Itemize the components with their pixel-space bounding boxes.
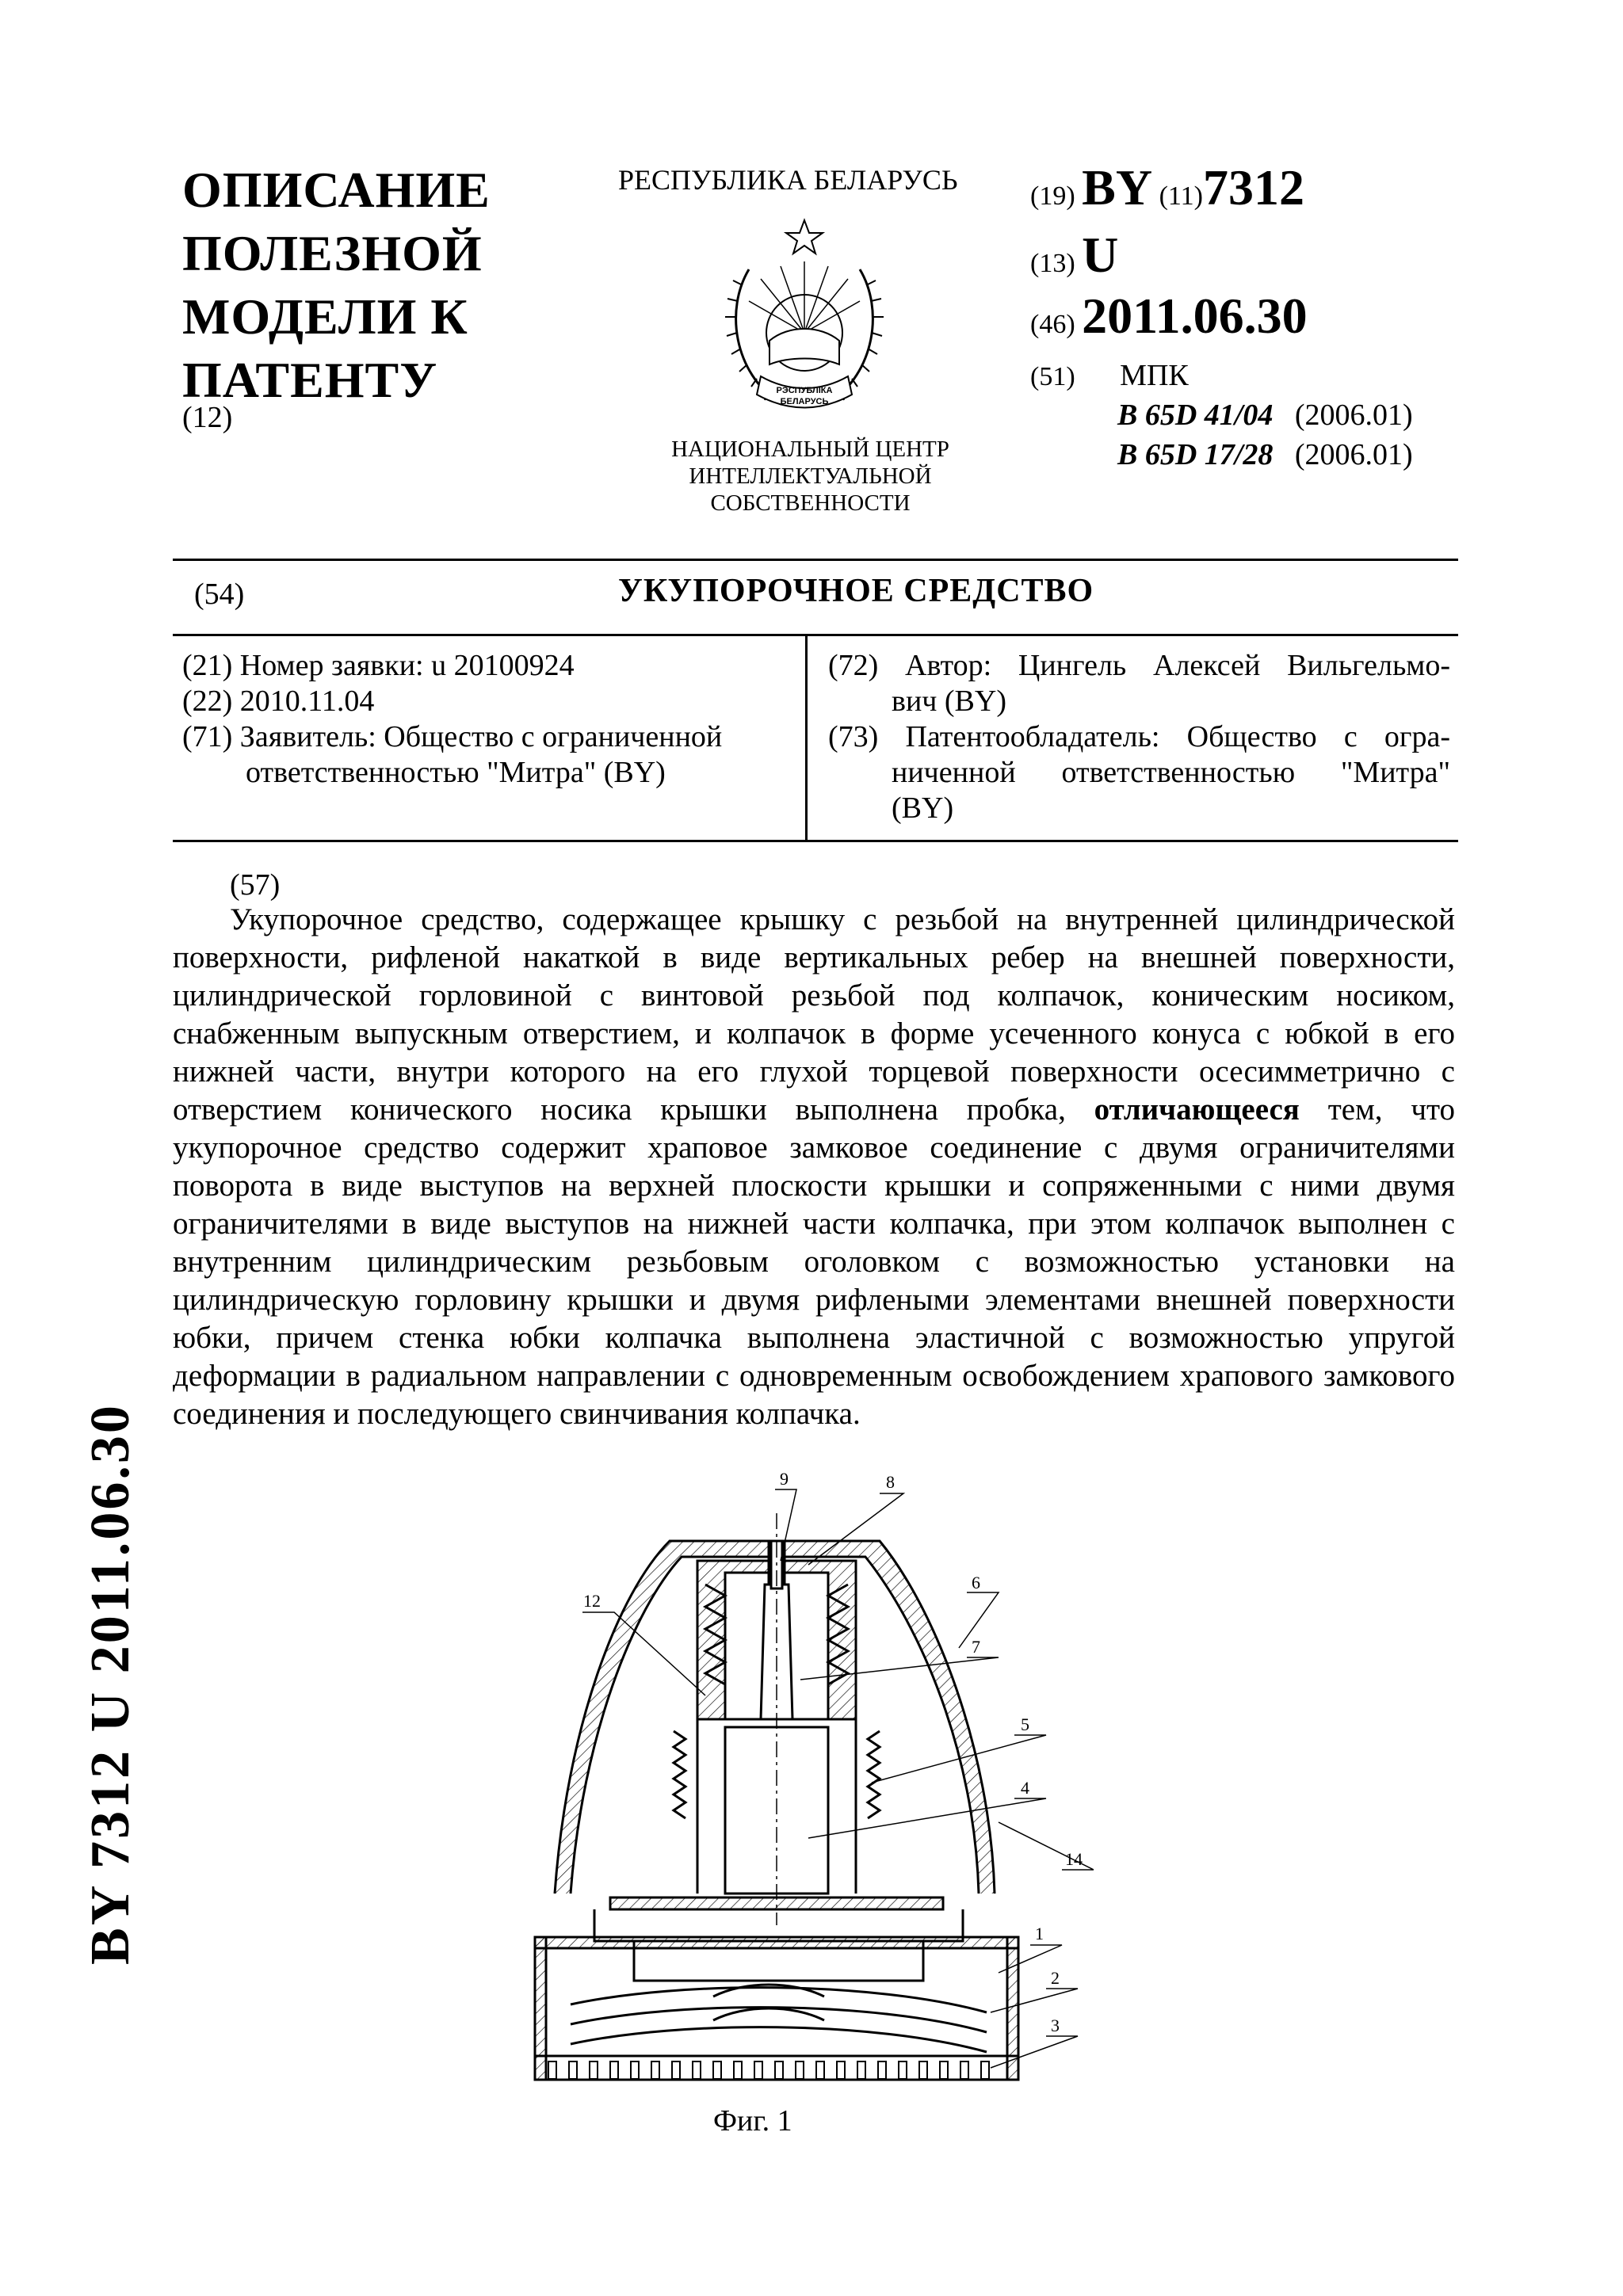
author-fields xyxy=(828,648,1450,826)
ipc-code: B 65D 17/28 xyxy=(1117,438,1274,471)
label-2: 2 xyxy=(1051,1968,1060,1988)
ipc-class xyxy=(1117,398,1413,433)
code-51: (51) xyxy=(1030,362,1075,391)
title-line: ОПИСАНИЕ xyxy=(182,162,491,218)
claim-text-part: тем, что укупорочное средство содержит храповое замковое соединение с двумя ограничителями поворота в виде выступов на верхней плоскости крышки и сопряженными с ними двумя ограничителями в виде выступов на нижней части колпачка, при этом колпачок выполнен с внутренним цилиндрическим резьбовым оголовком с возможностью установки на цилиндрическую горловину крышки и двумя рифлеными элементами внешней поверхности юбки, причем стенка юбки колпачка выполнена эластичной с возможностью упругой деформации в радиальном направлении с одновременным освобождением храпового замкового соединения и последующего свинчивания колпачка. xyxy=(173,1093,1455,1431)
code-13: (13) xyxy=(1030,249,1075,278)
field-71-cont: ответственностью "Митра" (BY) xyxy=(246,756,666,789)
field-72-cont: вич (BY) xyxy=(892,685,1006,718)
label-9: 9 xyxy=(780,1469,789,1489)
label-6: 6 xyxy=(972,1573,980,1592)
claim-keyword: отличающееся xyxy=(1094,1093,1300,1127)
country-code: BY xyxy=(1082,159,1153,215)
publication-date-row xyxy=(1030,287,1308,345)
label-3: 3 xyxy=(1051,2016,1060,2035)
ipc-version: (2006.01) xyxy=(1294,438,1413,471)
code-54: (54) xyxy=(194,578,245,611)
kind-code-row xyxy=(1030,226,1118,284)
field-71: (71) Заявитель: Общество с ограниченной xyxy=(182,720,723,753)
label-8: 8 xyxy=(886,1472,895,1492)
field-73-cont: ниченной ответственностью "Митра" xyxy=(892,756,1450,789)
code-12: (12) xyxy=(182,401,233,434)
label-4: 4 xyxy=(1021,1778,1029,1798)
divider xyxy=(173,634,1458,636)
belarus-coat-of-arms-icon xyxy=(717,214,892,436)
svg-text:РЭСПУБЛІКА: РЭСПУБЛІКА xyxy=(776,386,833,395)
label-12: 12 xyxy=(583,1591,601,1611)
figure-caption: Фиг. 1 xyxy=(713,2104,792,2138)
ipc-code: B 65D 41/04 xyxy=(1117,399,1274,432)
national-center xyxy=(666,436,955,517)
column-divider xyxy=(805,634,808,841)
claim-text xyxy=(173,901,1455,1433)
label-14: 14 xyxy=(1065,1849,1083,1869)
label-7: 7 xyxy=(972,1637,980,1657)
ipc-class xyxy=(1117,437,1413,472)
national-center-line: ИНТЕЛЛЕКТУАЛЬНОЙ xyxy=(689,463,932,489)
republic-name: РЕСПУБЛИКА БЕЛАРУСЬ xyxy=(618,164,958,196)
national-center-line: НАЦИОНАЛЬНЫЙ ЦЕНТР xyxy=(671,437,949,462)
ipc-version: (2006.01) xyxy=(1294,399,1413,432)
mpk-label: МПК xyxy=(1120,359,1189,392)
code-46: (46) xyxy=(1030,310,1075,339)
field-73-cont: (BY) xyxy=(892,791,954,825)
application-fields xyxy=(182,648,792,791)
side-publication-id: BY 7312 U 2011.06.30 xyxy=(80,1403,141,1965)
publication-date: 2011.06.30 xyxy=(1082,288,1308,344)
kind-code: U xyxy=(1082,227,1119,283)
field-22: (22) 2010.11.04 xyxy=(182,685,375,718)
field-73: (73) Патентообладатель: Общество с огра- xyxy=(828,720,1450,753)
svg-text:БЕЛАРУСЬ: БЕЛАРУСЬ xyxy=(780,397,829,406)
code-19: (19) xyxy=(1030,181,1075,211)
label-5: 5 xyxy=(1021,1714,1029,1734)
publication-number xyxy=(1030,158,1304,217)
closure-drawing xyxy=(523,1466,1094,2115)
title-line: ПОЛЕЗНОЙ xyxy=(182,225,483,281)
document-type-title xyxy=(182,158,555,412)
field-72: (72) Автор: Цингель Алексей Вильгельмо- xyxy=(828,649,1450,682)
divider xyxy=(173,840,1458,842)
national-center-line: СОБСТВЕННОСТИ xyxy=(710,490,911,516)
claim-text-part: Укупорочное средство, содержащее крышку с резьбой на внутренней цилиндрической поверхности, рифленой накаткой в виде вертикальных ребер на внешней поверхности, цилиндрической горловиной с винтовой резьбой под колпачок, коническим носиком, снабженным выпускным отверстием, и колпачок в форме усеченного конуса с юбкой в его нижней части, внутри которого на его глухой торцевой поверхности осесимметрично с отверстием конического носика крышки выполнена пробка, xyxy=(173,902,1455,1127)
mpk-row xyxy=(1030,358,1189,393)
title-line: МОДЕЛИ К xyxy=(182,288,468,345)
label-1: 1 xyxy=(1035,1924,1044,1943)
divider xyxy=(173,559,1458,561)
title-line: ПАТЕНТУ xyxy=(182,352,438,408)
patent-number: 7312 xyxy=(1202,159,1304,215)
field-21: (21) Номер заявки: u 20100924 xyxy=(182,649,575,682)
code-57: (57) xyxy=(230,868,281,902)
invention-title: УКУПОРОЧНОЕ СРЕДСТВО xyxy=(618,573,1094,609)
code-11: (11) xyxy=(1159,181,1203,211)
